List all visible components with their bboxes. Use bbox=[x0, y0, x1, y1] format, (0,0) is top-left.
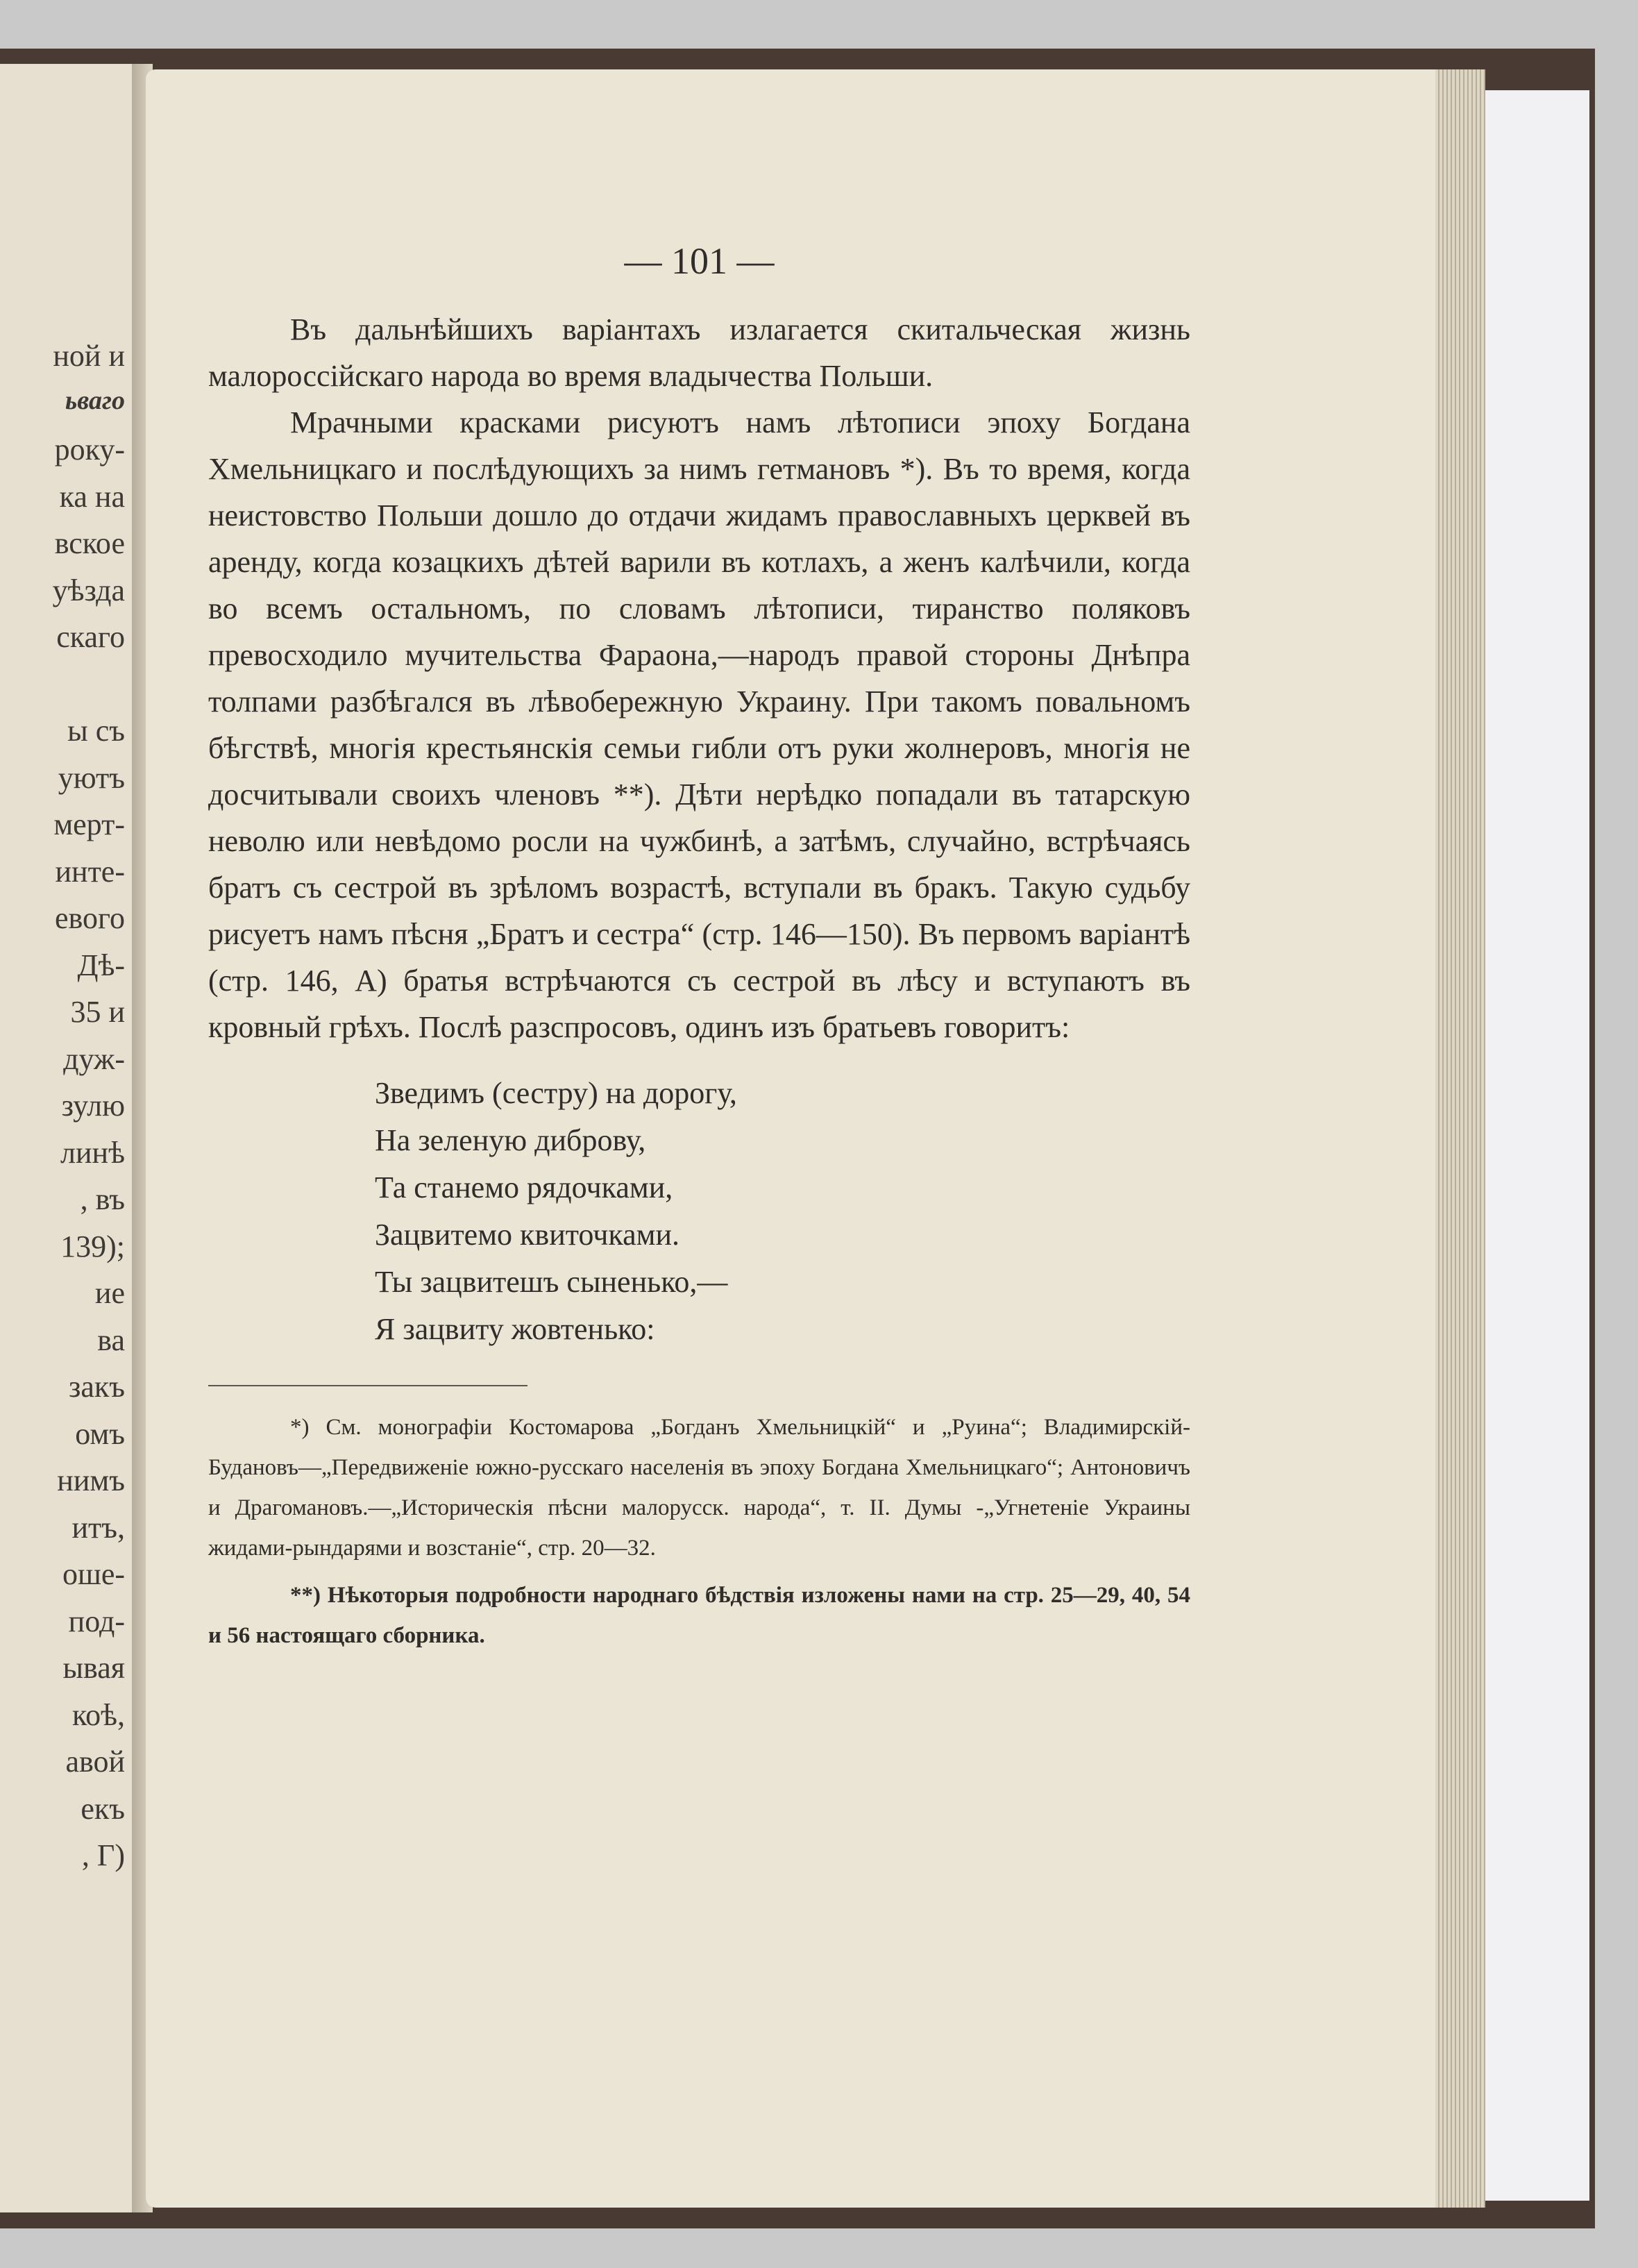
verse-line: Та станемо рядочками, bbox=[375, 1170, 673, 1204]
left-page-line: ва bbox=[97, 1322, 125, 1357]
left-page-line: ьваго bbox=[65, 385, 125, 415]
left-page-line: нимъ bbox=[57, 1463, 125, 1497]
verse-line: Ты зацвитешъ сыненько,— bbox=[375, 1265, 728, 1299]
left-page-line: уѣзда bbox=[52, 573, 125, 607]
verse-line: Зацвитемо квиточками. bbox=[375, 1218, 680, 1252]
left-page-line: итъ, bbox=[71, 1510, 125, 1545]
verse-line: Я зацвиту жовтенько: bbox=[375, 1312, 655, 1346]
left-page-line: зулю bbox=[61, 1089, 125, 1123]
page-content bbox=[208, 240, 1190, 1656]
left-page-line: ы съ bbox=[67, 714, 125, 748]
left-page-line: 139); bbox=[60, 1229, 125, 1263]
left-page-line: авой bbox=[65, 1745, 125, 1779]
left-page-line: ка на bbox=[59, 479, 125, 514]
verse-line: На зеленую диброву, bbox=[375, 1123, 646, 1157]
left-page-line: коѣ, bbox=[71, 1697, 125, 1732]
page-number: — 101 — bbox=[624, 240, 775, 282]
left-page-line: линѣ bbox=[60, 1135, 125, 1170]
footnote-2: **) Нѣкоторыя подробности народнаго бѣдствія изложены нами на стр. 25—29, 40, 54 и 56 настоящаго сборника. bbox=[208, 1583, 1190, 1648]
left-page-line: ие bbox=[94, 1276, 125, 1310]
page-edges bbox=[1435, 69, 1485, 2208]
verse-line: Зведимъ (сестру) на дорогу, bbox=[375, 1076, 737, 1110]
paragraph-1: Въ дальнѣйшихъ варіантахъ излагается скитальческая жизнь малороссійскаго народа во время владычества Польши. bbox=[208, 312, 1190, 393]
left-page-line: , Г) bbox=[81, 1838, 125, 1872]
left-page-line: скаго bbox=[56, 620, 125, 654]
left-page-fragment bbox=[0, 64, 132, 2212]
left-page-line: Дѣ- bbox=[77, 948, 125, 982]
left-page-line: под- bbox=[68, 1604, 125, 1638]
left-page-line: евого bbox=[55, 901, 125, 935]
left-page-line: омъ bbox=[75, 1416, 125, 1451]
left-page-line: вское bbox=[54, 526, 125, 560]
left-page-line: уютъ bbox=[58, 760, 125, 795]
footnote-1: *) См. монографіи Костомарова „Богданъ Хмельницкій“ и „Руина“; Владимирскій-Будановъ—„Передвиженіе южно-русскаго населенія въ эпоху Богдана Хмельницкаго“; Антоновичъ и Драгомановъ.—„Историческія пѣсни малорусск. народа“, т. II. Думы -„Угнетеніе Украины жидами-рындарями и возстаніе“, стр. 20—32. bbox=[208, 1415, 1190, 1561]
left-page-line: закъ bbox=[68, 1370, 125, 1404]
left-page-line: оше- bbox=[62, 1557, 125, 1591]
left-page-line: ывая bbox=[62, 1651, 125, 1685]
paragraph-2: Мрачными красками рисуютъ намъ лѣтописи эпоху Богдана Хмельницкаго и послѣдующихъ за нимъ гетмановъ *). Въ то время, когда неистовство Польши дошло до отдачи жидамъ православныхъ церквей въ аренду, когда козацкихъ дѣтей варили въ котлахъ, а женъ калѣчили, когда во всемъ остальномъ, по словамъ лѣтописи, тиранство поляковъ превосходило мучительства Фараона,—народъ правой стороны Днѣпра толпами разбѣгался въ лѣвобережную Украину. При такомъ повальномъ бѣгствѣ, многія крестьянскія семьи гибли отъ руки жолнеровъ, многія не досчитывали своихъ членовъ **). Дѣти нерѣдко попадали въ татарскую неволю или невѣдомо росли на чужбинѣ, а затѣмъ, случайно, встрѣчаясь братъ съ сестрой въ зрѣломъ возрастѣ, вступали въ бракъ. Такую судьбу рисуетъ намъ пѣсня „Братъ и сестра“ (стр. 146—150). Въ первомъ варіантѣ (стр. 146, А) братья встрѣчаются съ сестрой въ лѣсу и вступаютъ въ кровный грѣхъ. Послѣ разспросовъ, одинъ изъ братьевъ говоритъ: bbox=[208, 405, 1190, 1044]
left-page-line: инте- bbox=[55, 854, 125, 889]
left-page-line: 35 и bbox=[70, 995, 125, 1029]
left-page-line: мерт- bbox=[53, 807, 125, 841]
left-page-line: року- bbox=[54, 432, 125, 467]
verse-block bbox=[375, 1070, 1190, 1353]
background-strip bbox=[1485, 90, 1589, 2201]
left-page-line: екъ bbox=[81, 1791, 125, 1826]
left-page-line: , въ bbox=[80, 1182, 125, 1216]
left-page-line: ной и bbox=[53, 339, 125, 373]
left-page-line: дуж- bbox=[63, 1041, 125, 1076]
footnote-divider bbox=[208, 1385, 527, 1386]
